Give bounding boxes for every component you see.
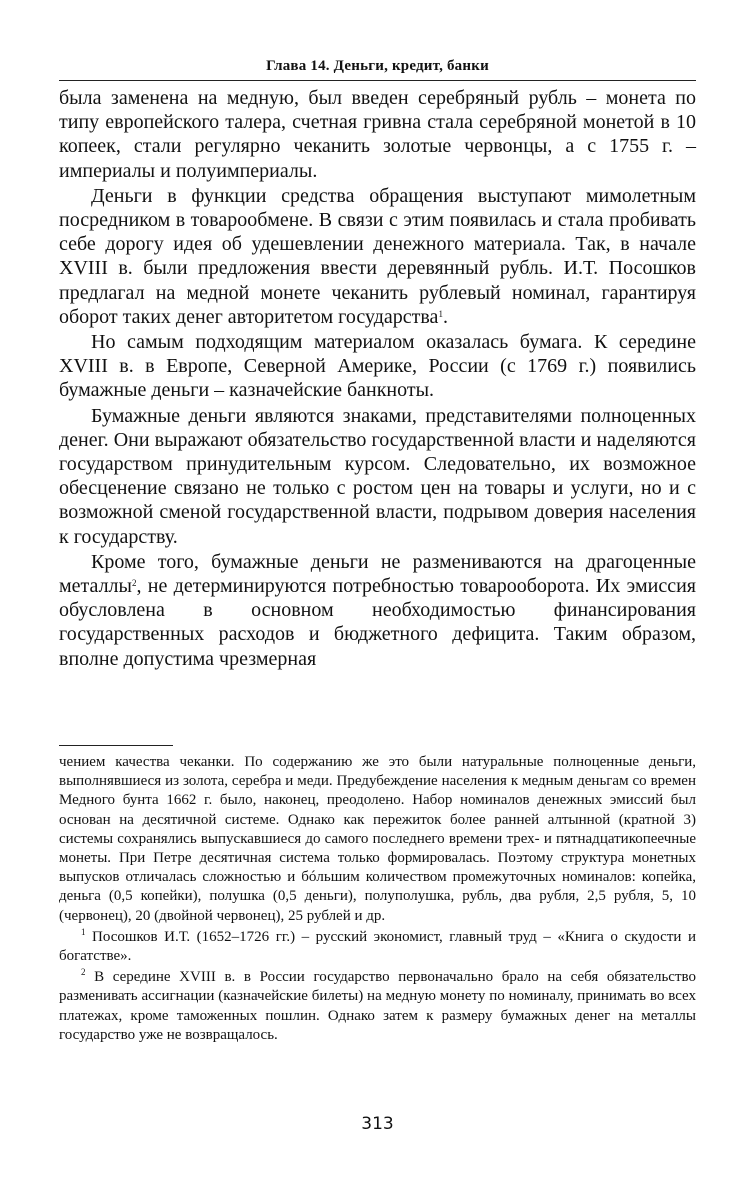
page-number: 313 — [361, 1114, 394, 1134]
footnote-separator — [59, 745, 173, 746]
paragraph-5-rest: , не детерминируются потребностью товарооборота. Их эмиссия обусловлена в основном необходимостью финансирования государственных расходов и бюджетного дефицита. Таким образом, вполне допустима чрезмерная — [59, 575, 696, 670]
footnote-1 — [59, 928, 696, 966]
footnote-continuation: чением качества чеканки. По содержанию же это были натуральные полноценные деньги, выполнявшиеся из золота, серебра и меди. Предубеждение населения к медным деньгам со времен Медного бунта 1662 г. было, наконец, преодолено. Набор номиналов денежных эмиссий был основан на десятичной системе. Однако как пережиток более ранней алтынной (кратной 3) системы сохранялись выпускавшиеся до самого последнего времени трех- и пятнадцатикопеечные монеты. При Петре десятичная система только формировалась. Поэтому структура монетных выпусков отличалась сложностью и бóльшим количеством промежуточных номиналов: копейка, деньга (0,5 копейки), полушка (0,5 деньги), полуполушка, рубль, два рубля, 2,5 рубля, 5, 10 (червонец), 20 (двойной червонец), 25 рублей и др. — [59, 754, 696, 924]
paragraph-continuation: была заменена на медную, был введен серебряный рубль – монета по типу европейского талера, счетная гривна стала серебряной монетой в 10 копеек, стали регулярно чеканить золотые червонцы, а с 1755 г. – империалы и полуимпериалы. — [59, 87, 696, 182]
footnote-2 — [59, 968, 696, 1045]
footnote-ref-2[interactable]: 2 — [131, 578, 137, 589]
footnote-ref-1[interactable]: 1 — [438, 308, 443, 319]
footnote-2-mark: 2 — [81, 967, 86, 978]
footnote-1-mark: 1 — [81, 926, 86, 937]
paragraph-3: Но самым подходящим материалом оказалась бумага. К середине XVIII в. в Европе, Северной Америке, России (с 1769 г.) появились бумажные деньги – казначейские банкноты. — [59, 331, 696, 402]
book-page — [59, 0, 696, 1190]
footnote-2-text: В середине XVIII в. в России государство первоначально брало на себя обязательство разменивать ассигнации (казначейские билеты) на медную монету по номиналу, принимать во всех платежах, кроме таможенных пошлин. Однако затем к размеру бумажных денег на металлы государство уже не возвращалось. — [59, 969, 696, 1043]
paragraph-2-end: . — [442, 305, 448, 328]
header-rule — [59, 80, 696, 81]
paragraph-2 — [59, 184, 696, 329]
paragraph-4: Бумажные деньги являются знаками, представителями полноценных денег. Они выражают обязательство государственной власти и наделяются государством принудительным курсом. Следовательно, их возможное обесценение связано не только с ростом цен на товары и услуги, но и с возможной сменой государственной власти, подрывом доверия населения к государству. — [59, 404, 696, 548]
paragraph-2-text: Деньги в функции средства обращения выступают мимолетным посредником в товарообмене. В связи с этим появилась и стала пробивать себе дорогу идея об удешевлении денежного материала. Так, в начале XVIII в. были предложения ввести деревянный рубль. И.Т. Посошков предлагал на медной монете чеканить рублевый номинал, гарантируя оборот таких денег авторитетом государства — [59, 184, 696, 328]
paragraph-5 — [59, 550, 696, 671]
main-text — [59, 86, 696, 671]
running-head: Глава 14. Деньги, кредит, банки — [266, 58, 489, 74]
footnote-1-text: Посошков И.Т. (1652–1726 гг.) – русский экономист, главный труд – «Книга о скудости и богатстве». — [59, 928, 696, 965]
paragraph-5-start: Кроме того, бумажные деньги не размениваются на драгоценные металлы — [59, 550, 696, 598]
footnotes — [59, 753, 696, 1045]
